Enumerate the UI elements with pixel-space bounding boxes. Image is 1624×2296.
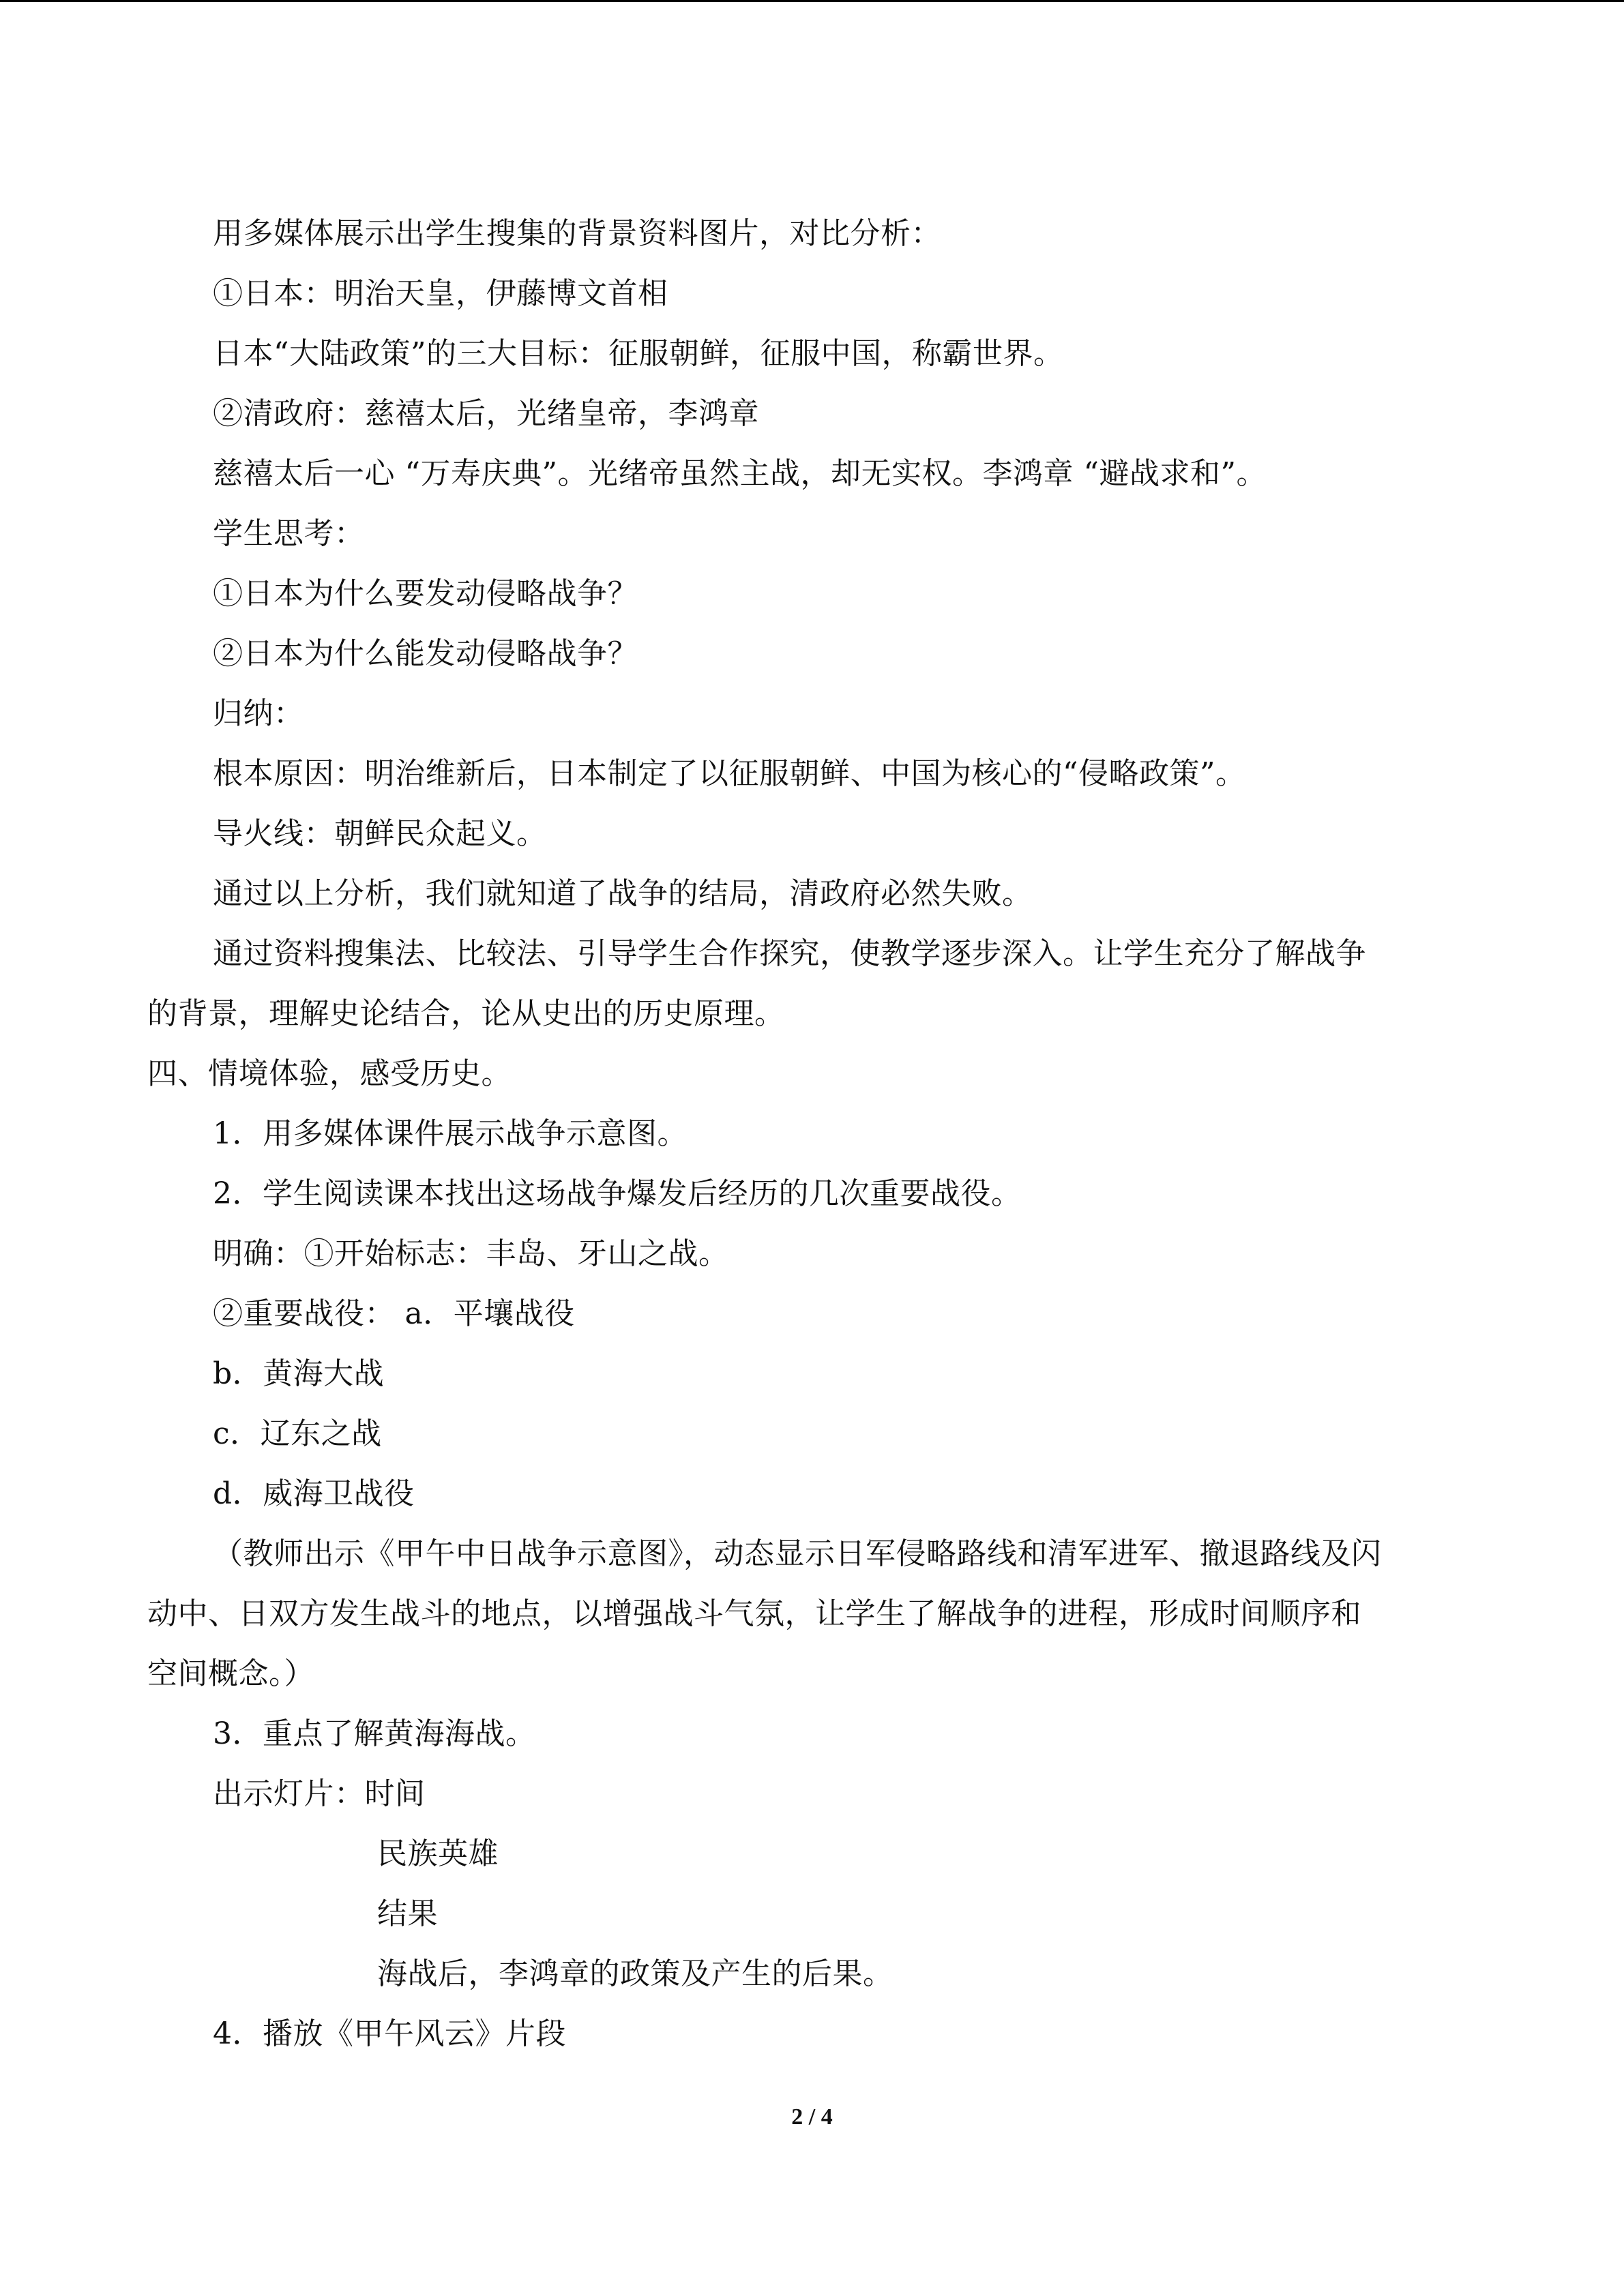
text-line: b．黄海大战: [213, 1356, 385, 1391]
text-line: 通过以上分析，我们就知道了战争的结局，清政府必然失败。: [213, 876, 1033, 911]
text-line: 学生思考：: [213, 516, 365, 551]
text-line: 2．学生阅读课本找出这场战争爆发后经历的几次重要战役。: [213, 1176, 1022, 1211]
text-line: 归纳：: [213, 696, 304, 731]
text-line: 的背景，理解史论结合，论从史出的历史原理。: [147, 996, 785, 1031]
text-line: ②清政府：慈禧太后，光绪皇帝，李鸿章: [213, 396, 759, 431]
text-line: 4．播放《甲午风云》片段: [213, 2016, 566, 2051]
text-line: ②重要战役： a．平壤战役: [213, 1296, 575, 1331]
text-line: 慈禧太后一心 “万寿庆典”。光绪帝虽然主战，却无实权。李鸿章 “避战求和”。: [213, 456, 1267, 491]
text-line: （教师出示《甲午中日战争示意图》，动态显示日军侵略路线和清军进军、撤退路线及闪: [213, 1536, 1382, 1571]
text-line: 空间概念。）: [147, 1656, 314, 1691]
text-line: 1．用多媒体课件展示战争示意图。: [213, 1116, 688, 1151]
text-line: c．辽东之战: [213, 1416, 382, 1451]
text-line: 结果: [377, 1896, 438, 1931]
text-line: ①日本：明治天皇，伊藤博文首相: [213, 276, 668, 311]
text-line: 明确：①开始标志：丰岛、牙山之战。: [213, 1236, 729, 1271]
text-line: 动中、日双方发生战斗的地点，以增强战斗气氛，让学生了解战争的进程，形成时间顺序和: [147, 1596, 1361, 1631]
page-top-border: [0, 0, 1624, 2]
text-line: 民族英雄: [377, 1836, 499, 1871]
text-line: 日本“大陆政策”的三大目标：征服朝鲜，征服中国，称霸世界。: [213, 336, 1064, 371]
text-line: 根本原因：明治维新后，日本制定了以征服朝鲜、中国为核心的“侵略政策”。: [213, 756, 1246, 791]
text-line: 导火线：朝鲜民众起义。: [213, 816, 547, 851]
text-line: 3．重点了解黄海海战。: [213, 1716, 536, 1751]
text-line: 出示灯片：时间: [213, 1776, 426, 1811]
text-line: 用多媒体展示出学生搜集的背景资料图片，对比分析：: [213, 216, 941, 251]
text-line: 通过资料搜集法、比较法、引导学生合作探究，使教学逐步深入。让学生充分了解战争: [213, 936, 1366, 971]
text-line: ②日本为什么能发动侵略战争？: [213, 636, 638, 671]
text-line: d．威海卫战役: [213, 1476, 415, 1511]
section-heading: 四、情境体验，感受历史。: [147, 1056, 512, 1091]
page-number: 2 / 4: [791, 2104, 833, 2130]
text-line: ①日本为什么要发动侵略战争？: [213, 576, 638, 611]
text-line: 海战后，李鸿章的政策及产生的后果。: [377, 1956, 894, 1991]
